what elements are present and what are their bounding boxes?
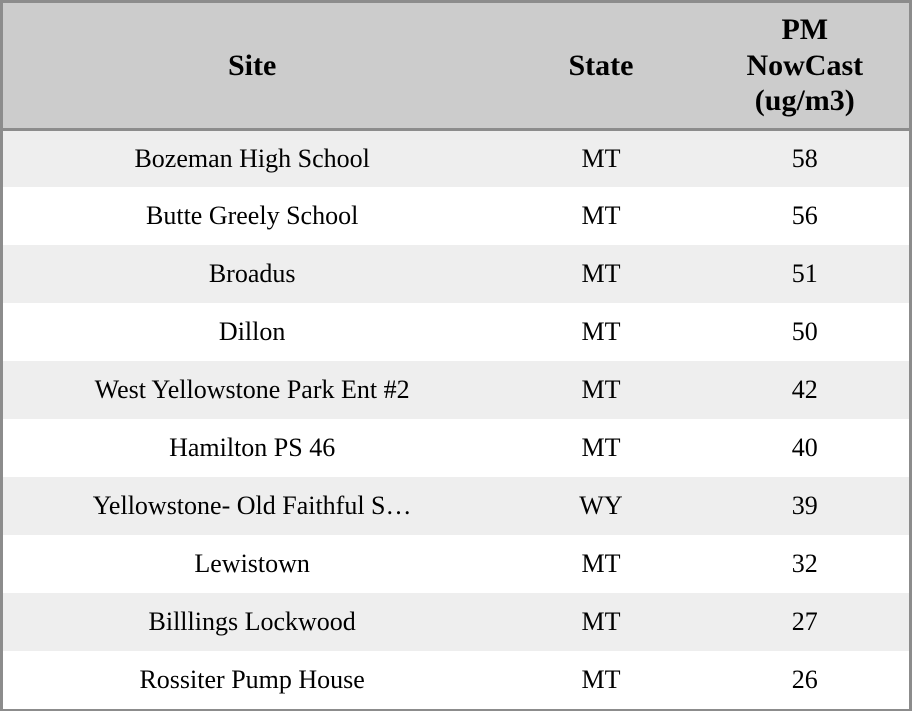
cell-site: Dillon — [218, 317, 286, 346]
cell-state: MT — [581, 143, 621, 173]
table-body — [3, 129, 909, 709]
cell-state: MT — [581, 259, 621, 288]
column-header-pm-nowcast-line-3: (ug/m3) — [754, 83, 855, 117]
cell-pm-nowcast: 51 — [791, 259, 818, 288]
table-header — [3, 3, 909, 129]
cell-state: MT — [581, 375, 621, 404]
cell-site: Bozeman High School — [134, 143, 370, 173]
cell-site: Butte Greely School — [146, 201, 359, 230]
cell-site: Hamilton PS 46 — [169, 433, 336, 462]
cell-state: MT — [581, 201, 621, 230]
table-row — [3, 593, 909, 651]
table-row — [3, 129, 909, 187]
table-row — [3, 477, 909, 535]
cell-state: MT — [581, 607, 621, 636]
cell-site: Broadus — [208, 259, 296, 288]
column-header-pm-nowcast-line-1: PM — [781, 13, 829, 47]
cell-pm-nowcast: 40 — [791, 433, 818, 462]
column-header-pm-nowcast-line-2: NowCast — [746, 48, 864, 82]
cell-site: West Yellowstone Park Ent #2 — [94, 375, 410, 404]
column-header-state — [501, 3, 700, 129]
cell-state: MT — [581, 665, 621, 694]
table-row — [3, 651, 909, 709]
cell-state: WY — [579, 491, 623, 520]
cell-pm-nowcast: 26 — [791, 665, 818, 694]
column-header-site-line-1: Site — [227, 48, 277, 82]
table-row — [3, 535, 909, 593]
table-row — [3, 187, 909, 245]
table-row — [3, 419, 909, 477]
cell-pm-nowcast: 50 — [791, 317, 818, 346]
table-row — [3, 303, 909, 361]
column-header-pm-nowcast — [701, 3, 909, 129]
table-row — [3, 245, 909, 303]
cell-pm-nowcast: 42 — [791, 375, 818, 404]
cell-state: MT — [581, 549, 621, 578]
table-header-row — [3, 3, 909, 129]
column-header-site — [3, 3, 501, 129]
cell-pm-nowcast: 58 — [791, 143, 818, 173]
cell-site: Billlings Lockwood — [148, 607, 356, 636]
cell-pm-nowcast: 27 — [791, 607, 818, 636]
cell-state: MT — [581, 317, 621, 346]
cell-site: Lewistown — [194, 549, 310, 578]
table-row — [3, 361, 909, 419]
cell-site: Yellowstone- Old Faithful S… — [92, 491, 412, 520]
cell-state: MT — [581, 433, 621, 462]
cell-pm-nowcast: 39 — [791, 491, 818, 520]
cell-site: Rossiter Pump House — [139, 665, 365, 694]
cell-pm-nowcast: 32 — [791, 549, 818, 578]
column-header-state-line-1: State — [568, 48, 634, 82]
air-quality-table — [3, 3, 909, 709]
cell-pm-nowcast: 56 — [791, 201, 818, 230]
